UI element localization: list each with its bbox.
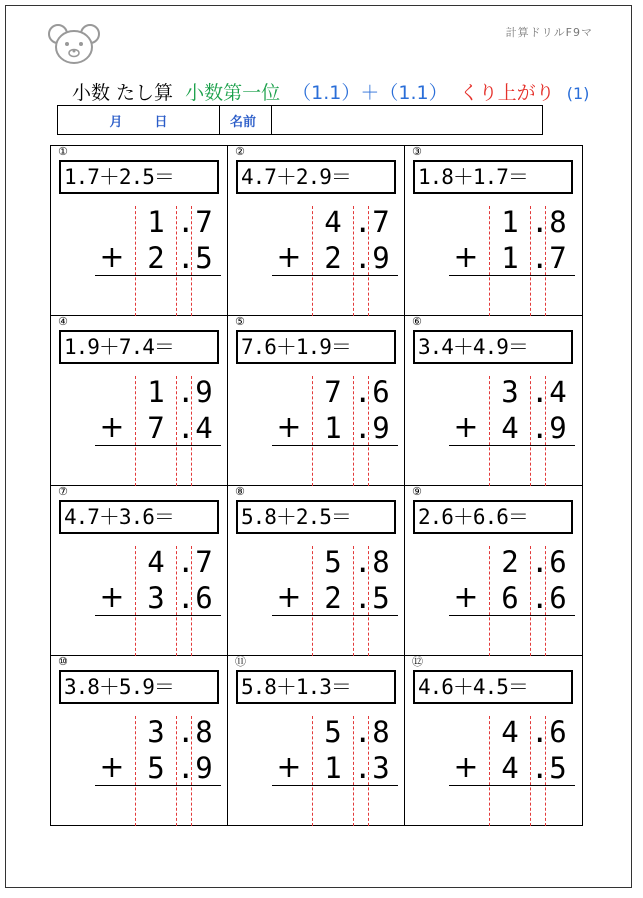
decimal-point: .: [354, 715, 372, 749]
problem-cell: [228, 656, 404, 825]
decimal-point: .: [177, 375, 195, 409]
addend-2-ones: 2: [324, 241, 342, 275]
decimal-point: .: [354, 411, 372, 445]
equation-box: 2.6＋6.6＝: [413, 500, 573, 534]
addend-1-ones: 3: [147, 715, 165, 749]
day-label: 日: [154, 114, 168, 130]
plus-sign: +: [99, 240, 125, 275]
problem-cell: [405, 146, 581, 315]
problem-number: ⑪: [235, 655, 246, 668]
addend-2-ones: 6: [501, 581, 519, 615]
addend-2-tenths: 5: [195, 241, 213, 275]
decimal-point: .: [531, 715, 549, 749]
addend-2-tenths: 9: [372, 411, 390, 445]
addend-2-tenths: 9: [549, 411, 567, 445]
problem-cell: [228, 146, 404, 315]
problem-number: ⑨: [412, 485, 422, 498]
decimal-point: .: [177, 581, 195, 615]
plus-sign: +: [99, 580, 125, 615]
answer-line: [95, 275, 221, 276]
addend-1-ones: 3: [501, 375, 519, 409]
addend-1-ones: 7: [324, 375, 342, 409]
equation-box: 1.8＋1.7＝: [413, 160, 573, 194]
plus-sign: +: [453, 580, 479, 615]
addend-1-tenths: 6: [372, 375, 390, 409]
decimal-point: .: [177, 205, 195, 239]
addend-2-tenths: 5: [549, 751, 567, 785]
decimal-point: .: [354, 581, 372, 615]
problem-number: ⑧: [235, 485, 245, 498]
plus-sign: +: [276, 240, 302, 275]
addend-2-tenths: 7: [549, 241, 567, 275]
answer-line: [272, 275, 398, 276]
plus-sign: +: [99, 750, 125, 785]
equation-box: 1.9＋7.4＝: [59, 330, 219, 364]
equation-box: 3.4＋4.9＝: [413, 330, 573, 364]
problem-cell: [405, 656, 581, 825]
plus-sign: +: [453, 410, 479, 445]
title-part-addition: 小数 たし算: [72, 82, 174, 104]
problem-number: ①: [58, 145, 68, 158]
addend-2-ones: 1: [324, 751, 342, 785]
addend-2-ones: 7: [147, 411, 165, 445]
addend-2-ones: 1: [501, 241, 519, 275]
answer-line: [449, 275, 575, 276]
addend-1-ones: 2: [501, 545, 519, 579]
problem-cell: [51, 146, 227, 315]
date-field[interactable]: [58, 106, 220, 134]
name-label: 名前: [220, 106, 272, 134]
problem-cell: [405, 486, 581, 655]
decimal-point: .: [177, 545, 195, 579]
addend-1-ones: 4: [501, 715, 519, 749]
addend-2-ones: 3: [147, 581, 165, 615]
answer-line: [449, 785, 575, 786]
addend-1-ones: 4: [147, 545, 165, 579]
addend-1-tenths: 7: [195, 205, 213, 239]
problem-number: ⑩: [58, 655, 68, 668]
plus-sign: +: [276, 580, 302, 615]
addend-2-ones: 2: [147, 241, 165, 275]
addend-1-tenths: 7: [372, 205, 390, 239]
month-label: 月: [109, 114, 123, 130]
addend-2-ones: 5: [147, 751, 165, 785]
problem-number: ⑫: [412, 655, 423, 668]
plus-sign: +: [276, 750, 302, 785]
name-field[interactable]: [272, 106, 542, 134]
problem-cell: [228, 486, 404, 655]
equation-box: 4.7＋2.9＝: [236, 160, 396, 194]
addend-1-tenths: 9: [195, 375, 213, 409]
equation-box: 4.6＋4.5＝: [413, 670, 573, 704]
plus-sign: +: [276, 410, 302, 445]
addend-2-tenths: 9: [195, 751, 213, 785]
addend-2-ones: 1: [324, 411, 342, 445]
addend-1-tenths: 8: [195, 715, 213, 749]
answer-line: [95, 445, 221, 446]
equation-box: 1.7＋2.5＝: [59, 160, 219, 194]
problem-number: ③: [412, 145, 422, 158]
answer-line: [449, 445, 575, 446]
decimal-point: .: [354, 545, 372, 579]
plus-sign: +: [453, 750, 479, 785]
equation-box: 5.8＋2.5＝: [236, 500, 396, 534]
equation-box: 3.8＋5.9＝: [59, 670, 219, 704]
addend-1-ones: 5: [324, 715, 342, 749]
problem-cell: [228, 316, 404, 485]
addend-2-tenths: 4: [195, 411, 213, 445]
decimal-point: .: [177, 411, 195, 445]
addend-1-ones: 4: [324, 205, 342, 239]
addend-1-tenths: 6: [549, 715, 567, 749]
problem-cell: [51, 486, 227, 655]
name-date-box: [57, 105, 543, 135]
problem-number: ②: [235, 145, 245, 158]
addend-1-ones: 1: [147, 205, 165, 239]
addend-1-ones: 1: [147, 375, 165, 409]
decimal-point: .: [531, 581, 549, 615]
decimal-point: .: [531, 375, 549, 409]
equation-box: 7.6＋1.9＝: [236, 330, 396, 364]
title-part-format: （1.1）＋（1.1）: [292, 82, 448, 104]
addend-2-ones: 4: [501, 751, 519, 785]
addend-1-ones: 1: [501, 205, 519, 239]
answer-line: [95, 615, 221, 616]
answer-line: [95, 785, 221, 786]
problem-cell: [51, 656, 227, 825]
problem-number: ⑤: [235, 315, 245, 328]
title-part-carry: くり上がり: [459, 82, 555, 104]
equation-box: 5.8＋1.3＝: [236, 670, 396, 704]
brand-label: 計算ドリルF9マ: [505, 26, 593, 39]
equation-box: 4.7＋3.6＝: [59, 500, 219, 534]
addend-1-tenths: 6: [549, 545, 567, 579]
decimal-point: .: [354, 375, 372, 409]
decimal-point: .: [177, 715, 195, 749]
addend-2-ones: 2: [324, 581, 342, 615]
answer-line: [272, 445, 398, 446]
decimal-point: .: [531, 241, 549, 275]
answer-line: [449, 615, 575, 616]
addend-2-tenths: 3: [372, 751, 390, 785]
title-part-decimal-place: 小数第一位: [185, 82, 281, 104]
decimal-point: .: [354, 241, 372, 275]
addend-2-tenths: 5: [372, 581, 390, 615]
problem-number: ⑦: [58, 485, 68, 498]
decimal-point: .: [354, 205, 372, 239]
decimal-point: .: [531, 751, 549, 785]
worksheet-title: [72, 78, 595, 105]
decimal-point: .: [531, 545, 549, 579]
bear-face-icon: [46, 22, 102, 66]
addend-2-ones: 4: [501, 411, 519, 445]
decimal-point: .: [177, 751, 195, 785]
answer-line: [272, 615, 398, 616]
addend-1-tenths: 8: [372, 545, 390, 579]
answer-line: [272, 785, 398, 786]
title-part-number: (1): [566, 84, 590, 103]
problem-cell: [405, 316, 581, 485]
addend-1-tenths: 8: [549, 205, 567, 239]
decimal-point: .: [354, 751, 372, 785]
plus-sign: +: [99, 410, 125, 445]
addend-1-tenths: 7: [195, 545, 213, 579]
addend-2-tenths: 6: [549, 581, 567, 615]
addend-1-tenths: 8: [372, 715, 390, 749]
decimal-point: .: [531, 411, 549, 445]
addend-1-tenths: 4: [549, 375, 567, 409]
problem-number: ④: [58, 315, 68, 328]
plus-sign: +: [453, 240, 479, 275]
decimal-point: .: [177, 241, 195, 275]
addend-1-ones: 5: [324, 545, 342, 579]
decimal-point: .: [531, 205, 549, 239]
problem-number: ⑥: [412, 315, 422, 328]
problem-cell: [51, 316, 227, 485]
addend-2-tenths: 6: [195, 581, 213, 615]
problem-grid: [50, 145, 583, 826]
addend-2-tenths: 9: [372, 241, 390, 275]
